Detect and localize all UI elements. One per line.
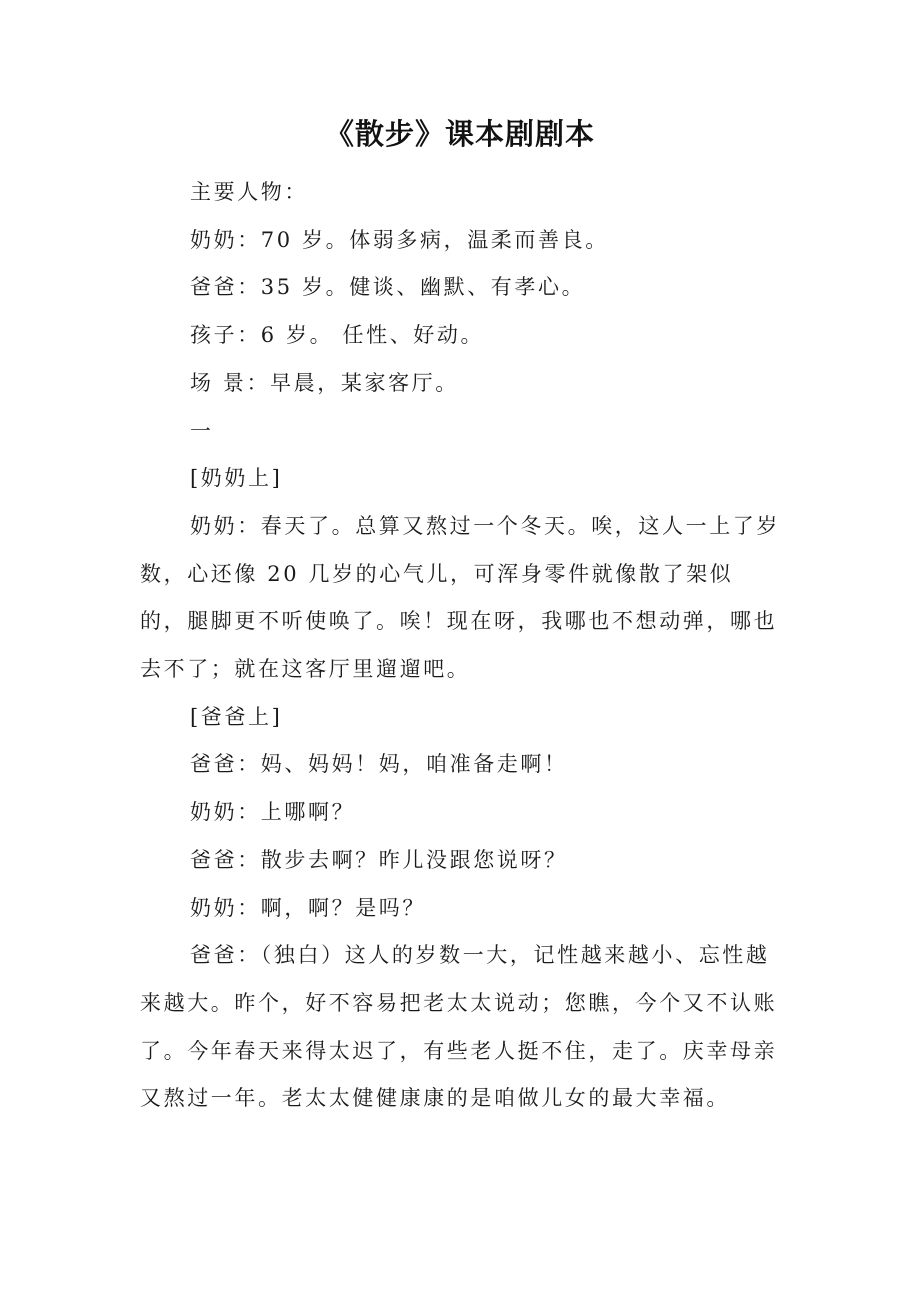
dialogue-line: 爸爸：妈、妈妈！妈，咱准备走啊！ (190, 752, 568, 777)
dialogue-line: 奶奶：啊，啊？是吗？ (190, 895, 426, 920)
stage-direction: [奶奶上] (190, 466, 283, 491)
document-body (140, 169, 780, 1123)
dialogue-line: 奶奶：春天了。总算又熬过一个冬天。唉，这人一上了岁数，心还像 20 几岁的心气儿，可浑身零件就像散了架似的，腿脚更不听使唤了。唉！现在呀，我哪也不想动弹，哪也去不了；就在这客厅里遛遛吧。 (140, 513, 780, 682)
dialogue-line: 奶奶：上哪啊？ (190, 800, 356, 825)
cast-dad: 爸爸：35 岁。健谈、幽默、有孝心。 (190, 275, 586, 300)
scene-setting: 场 景：早晨，某家客厅。 (190, 370, 459, 395)
cast-child: 孩子：6 岁。 任性、好动。 (190, 323, 485, 348)
act-number: 一 (190, 418, 214, 443)
dialogue-line: 爸爸：（独白）这人的岁数一大，记性越来越小、忘性越来越大。昨个，好不容易把老太太说动；您瞧，今个又不认账了。今年春天来得太迟了，有些老人挺不住，走了。庆幸母亲又熬过一年。老太太健健康康的是咱做儿女的最大幸福。 (140, 943, 778, 1111)
cast-heading: 主要人物： (190, 180, 308, 204)
stage-direction: [爸爸上] (190, 704, 283, 729)
dialogue-line: 爸爸：散步去啊？昨儿没跟您说呀？ (190, 847, 568, 872)
document-title: 《散步》课本剧剧本 (324, 117, 595, 151)
cast-grandma: 奶奶：70 岁。体弱多病，温柔而善良。 (190, 227, 609, 252)
